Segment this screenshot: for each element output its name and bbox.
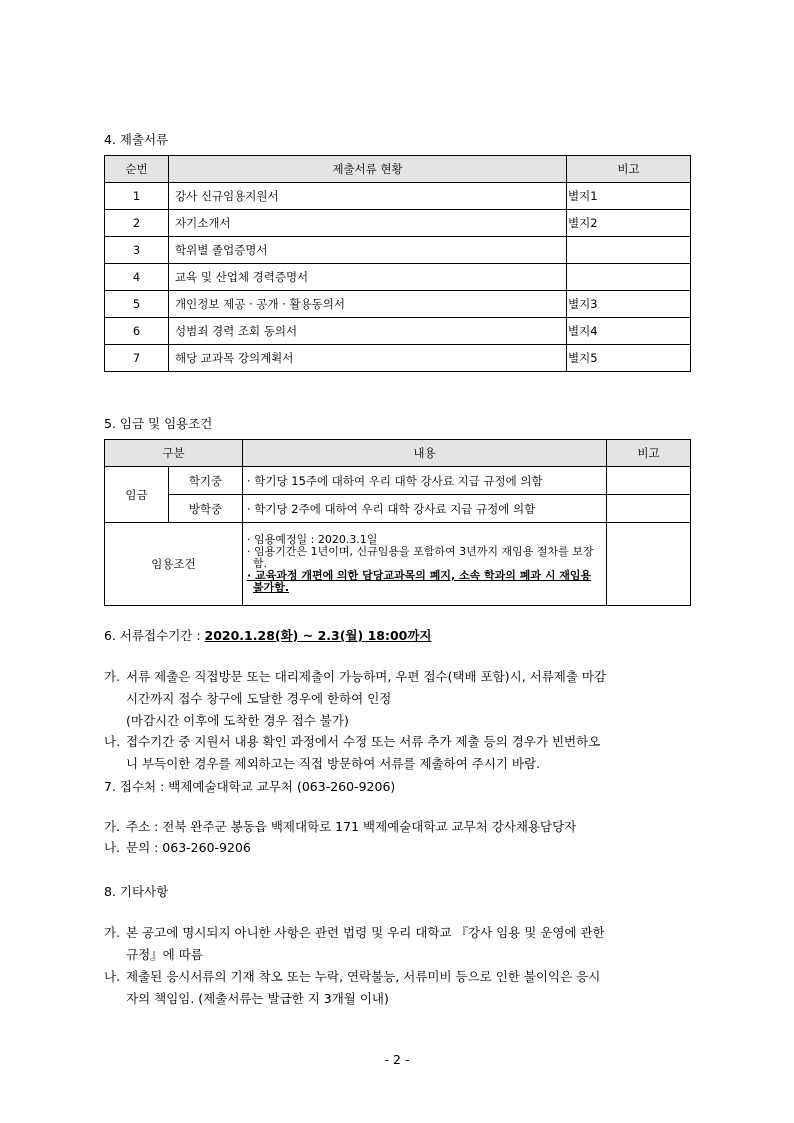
row-doc: 개인정보 제공 · 공개 · 활용동의서 bbox=[169, 291, 567, 318]
item-mark: 나. bbox=[104, 969, 121, 984]
section8-item-ga bbox=[104, 922, 694, 966]
item-text: 서류 제출은 직접방문 또는 대리제출이 가능하며, 우편 접수(택배 포함)시, 서류제출 마감 bbox=[126, 669, 607, 684]
vacation-note bbox=[607, 495, 691, 523]
condition-note bbox=[607, 523, 691, 606]
row-note: 별지1 bbox=[567, 183, 691, 210]
condition-label: 임용조건 bbox=[105, 523, 243, 606]
semester-label: 학기중 bbox=[169, 467, 243, 495]
condition-list bbox=[243, 534, 606, 594]
table-row bbox=[105, 318, 691, 345]
section8-item-na bbox=[104, 966, 694, 1010]
contact-text: 문의 : 063-260-9206 bbox=[126, 840, 251, 855]
wage-label: 임금 bbox=[105, 467, 169, 523]
header-category: 구분 bbox=[105, 440, 243, 467]
semester-note bbox=[607, 467, 691, 495]
section4-title: 4. 제출서류 bbox=[104, 132, 169, 147]
row-note bbox=[567, 237, 691, 264]
item-text: 니 부득이한 경우를 제외하고는 직접 방문하여 서류를 제출하여 주시기 바람. bbox=[126, 756, 541, 771]
item-text: 자의 책임임. (제출서류는 발급한 지 3개월 이내) bbox=[126, 991, 389, 1006]
item-text: 접수기간 중 지원서 내용 확인 과정에서 수정 또는 서류 추가 제출 등의 경우가 빈번하오 bbox=[126, 734, 601, 749]
table-row bbox=[105, 264, 691, 291]
item-text: 시간까지 접수 창구에 도달한 경우에 한하여 인정 bbox=[126, 691, 392, 706]
semester-text: · 학기당 15주에 대하여 우리 대학 강사료 지급 규정에 의함 bbox=[243, 467, 607, 495]
row-doc: 교육 및 산업체 경력증명서 bbox=[169, 264, 567, 291]
section7-item-ga bbox=[104, 816, 694, 838]
section6-item-na bbox=[104, 731, 694, 775]
table-row bbox=[105, 467, 691, 495]
item-mark: 나. bbox=[104, 840, 121, 855]
row-doc: 성범죄 경력 조회 동의서 bbox=[169, 318, 567, 345]
row-doc: 강사 신규임용지원서 bbox=[169, 183, 567, 210]
header-content: 내용 bbox=[243, 440, 607, 467]
table-header-row bbox=[105, 156, 691, 183]
item-mark: 가. bbox=[104, 669, 121, 684]
item-mark: 나. bbox=[104, 734, 121, 749]
section5-title: 5. 임금 및 임용조건 bbox=[104, 416, 213, 431]
header-note: 비고 bbox=[607, 440, 691, 467]
table-row bbox=[105, 523, 691, 606]
section7-title: 7. 접수처 : 백제예술대학교 교무처 (063-260-9206) bbox=[104, 779, 396, 794]
item-mark: 가. bbox=[104, 925, 121, 940]
row-doc: 학위별 졸업증명서 bbox=[169, 237, 567, 264]
table-row bbox=[105, 183, 691, 210]
row-no: 3 bbox=[105, 237, 169, 264]
table-row bbox=[105, 345, 691, 372]
row-no: 6 bbox=[105, 318, 169, 345]
row-no: 2 bbox=[105, 210, 169, 237]
row-note bbox=[567, 264, 691, 291]
item-text: 본 공고에 명시되지 아니한 사항은 관련 법령 및 우리 대학교 『강사 임용 및 운영에 관한 bbox=[126, 925, 605, 940]
page-number: - 2 - bbox=[384, 1052, 410, 1067]
table-row bbox=[105, 495, 691, 523]
documents-table bbox=[104, 155, 691, 372]
section8-title: 8. 기타사항 bbox=[104, 884, 169, 899]
table-header-row bbox=[105, 440, 691, 467]
section6-title: 6. 서류접수기간 : bbox=[104, 628, 205, 643]
row-no: 7 bbox=[105, 345, 169, 372]
condition-item: · 임용기간은 1년이며, 신규임용을 포함하여 3년까지 재임용 절차를 보장함. bbox=[247, 545, 594, 570]
row-doc: 자기소개서 bbox=[169, 210, 567, 237]
wage-conditions-table bbox=[104, 439, 691, 606]
item-mark: 가. bbox=[104, 819, 121, 834]
condition-item: · 교육과정 개편에 의한 담당교과목의 폐지, 소속 학과의 폐과 시 재임용 불가함. bbox=[247, 569, 592, 594]
vacation-text: · 학기당 2주에 대하여 우리 대학 강사료 지급 규정에 의함 bbox=[243, 495, 607, 523]
row-note: 별지5 bbox=[567, 345, 691, 372]
section6-item-ga bbox=[104, 666, 694, 732]
row-doc: 해당 교과목 강의계획서 bbox=[169, 345, 567, 372]
header-doc: 제출서류 현황 bbox=[169, 156, 567, 183]
submission-period: 2020.1.28(화) ~ 2.3(월) 18:00까지 bbox=[204, 628, 432, 643]
condition-content bbox=[243, 523, 607, 606]
table-row bbox=[105, 210, 691, 237]
condition-item: · 임용예정일 : 2020.3.1일 bbox=[247, 533, 378, 546]
row-no: 4 bbox=[105, 264, 169, 291]
section6-heading bbox=[104, 626, 432, 644]
vacation-label: 방학중 bbox=[169, 495, 243, 523]
row-note: 별지4 bbox=[567, 318, 691, 345]
row-note: 별지3 bbox=[567, 291, 691, 318]
row-no: 1 bbox=[105, 183, 169, 210]
address-text: 주소 : 전북 완주군 봉동읍 백제대학로 171 백제예술대학교 교무처 강사채용담당자 bbox=[126, 819, 577, 834]
row-note: 별지2 bbox=[567, 210, 691, 237]
item-text: 규정』에 따름 bbox=[126, 947, 203, 962]
section7-item-na bbox=[104, 837, 694, 859]
header-note: 비고 bbox=[567, 156, 691, 183]
item-text: (마감시간 이후에 도착한 경우 접수 불가) bbox=[126, 713, 349, 728]
row-no: 5 bbox=[105, 291, 169, 318]
table-row bbox=[105, 291, 691, 318]
header-no: 순번 bbox=[105, 156, 169, 183]
table-row bbox=[105, 237, 691, 264]
item-text: 제출된 응시서류의 기재 착오 또는 누락, 연락불능, 서류미비 등으로 인한 불이익은 응시 bbox=[126, 969, 601, 984]
